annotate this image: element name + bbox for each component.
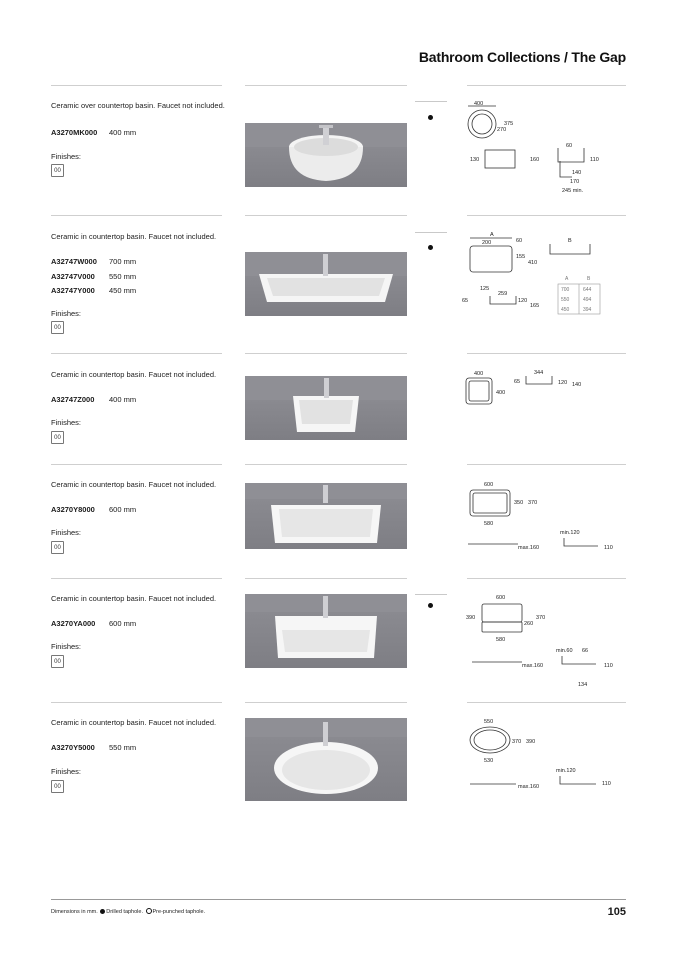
dimension-label: 600 bbox=[496, 595, 506, 601]
dimension-label: 110 bbox=[602, 781, 611, 787]
section-divider bbox=[467, 85, 626, 86]
variant-row bbox=[51, 270, 136, 285]
dimension-label: 134 bbox=[578, 682, 588, 688]
section-divider bbox=[51, 85, 222, 86]
section-divider bbox=[467, 702, 626, 703]
variant-row bbox=[51, 617, 136, 632]
size-table-cell: 644 bbox=[583, 287, 592, 293]
dimension-label: 165 bbox=[530, 303, 540, 309]
dimension-label: 155 bbox=[516, 254, 526, 260]
taphole-divider bbox=[415, 232, 447, 233]
technical-drawing bbox=[460, 101, 625, 206]
dimension-label: 160 bbox=[530, 157, 540, 163]
basin-illustration bbox=[245, 376, 407, 440]
finishes-label: Finishes: bbox=[51, 642, 82, 651]
variant-list bbox=[51, 741, 136, 756]
finishes-label: Finishes: bbox=[51, 309, 82, 318]
product-photo bbox=[245, 376, 407, 440]
product-size: 600 mm bbox=[109, 619, 137, 628]
variant-row bbox=[51, 741, 136, 756]
dimension-drawing bbox=[460, 370, 625, 415]
footnote-prefix: Dimensions in mm. bbox=[51, 909, 98, 915]
size-table-header: A bbox=[565, 276, 569, 282]
dimension-label: 170 bbox=[570, 179, 580, 185]
product-photo bbox=[245, 594, 407, 668]
technical-drawing bbox=[460, 370, 625, 420]
section-divider bbox=[51, 215, 222, 216]
dimension-label: 370 bbox=[536, 615, 546, 621]
dimension-label: 140 bbox=[572, 382, 582, 388]
technical-drawing bbox=[460, 718, 625, 803]
basin-illustration bbox=[245, 594, 407, 668]
dimension-label: 580 bbox=[496, 637, 506, 643]
variant-row bbox=[51, 503, 136, 518]
dimension-label: 550 bbox=[484, 719, 494, 725]
variant-row bbox=[51, 284, 136, 299]
finishes-label: Finishes: bbox=[51, 767, 82, 776]
product-size: 450 mm bbox=[109, 286, 137, 295]
basin-illustration bbox=[245, 483, 407, 549]
dimension-label: 270 bbox=[497, 127, 507, 133]
technical-drawing bbox=[460, 480, 625, 563]
dimension-label: 110 bbox=[590, 157, 599, 163]
size-table-cell: 494 bbox=[583, 297, 592, 303]
dimension-label: 120 bbox=[558, 380, 568, 386]
dimension-label: 200 bbox=[482, 240, 492, 246]
dimension-label: 130 bbox=[470, 157, 480, 163]
dimension-label: 375 bbox=[504, 121, 514, 127]
dimension-label: 390 bbox=[526, 739, 536, 745]
product-size: 400 mm bbox=[109, 395, 137, 404]
drilled-taphole-icon bbox=[100, 909, 105, 914]
footer-divider bbox=[51, 899, 626, 900]
dimension-label: 370 bbox=[512, 739, 522, 745]
variant-list bbox=[51, 255, 136, 299]
product-code: A3270Y8000 bbox=[51, 505, 95, 514]
dimension-label: 245 min. bbox=[562, 188, 584, 194]
dimension-label: 65 bbox=[514, 379, 521, 385]
page-number: 105 bbox=[607, 906, 626, 918]
dimension-label: 65 bbox=[462, 298, 469, 304]
section-divider bbox=[51, 578, 222, 579]
dimension-drawing bbox=[460, 480, 625, 558]
finish-swatch: 00 bbox=[51, 321, 64, 334]
section-divider bbox=[245, 702, 407, 703]
finishes-label: Finishes: bbox=[51, 418, 82, 427]
product-code: A3270MK000 bbox=[51, 128, 98, 137]
dimension-label: max.160 bbox=[518, 545, 540, 551]
product-size: 550 mm bbox=[109, 271, 137, 281]
section-divider bbox=[245, 464, 407, 465]
dimension-label: 140 bbox=[572, 170, 582, 176]
finish-swatch: 00 bbox=[51, 655, 64, 668]
drilled-taphole-icon bbox=[428, 603, 433, 608]
product-size: 700 mm bbox=[109, 257, 137, 266]
finishes-label: Finishes: bbox=[51, 152, 82, 161]
basin-illustration bbox=[245, 123, 407, 187]
dimension-drawing bbox=[460, 232, 625, 317]
dimension-label: 370 bbox=[528, 500, 538, 506]
prepunched-taphole-icon bbox=[146, 908, 152, 914]
finish-swatch: 00 bbox=[51, 541, 64, 554]
dimension-label: 400 bbox=[496, 390, 506, 396]
size-table-cell: 700 bbox=[561, 287, 570, 293]
section-divider bbox=[245, 215, 407, 216]
section-divider bbox=[467, 464, 626, 465]
product-code: A32747Z000 bbox=[51, 395, 95, 404]
page-title: Bathroom Collections / The Gap bbox=[418, 49, 626, 65]
dimension-label: 110 bbox=[604, 663, 613, 669]
dimension-drawing bbox=[460, 594, 625, 690]
dimension-drawing bbox=[460, 101, 625, 201]
product-photo bbox=[245, 483, 407, 549]
basin-illustration bbox=[245, 252, 407, 316]
variant-list bbox=[51, 503, 136, 518]
dimension-label: 344 bbox=[534, 370, 544, 376]
size-table-cell: 450 bbox=[561, 307, 570, 313]
dimension-label: 400 bbox=[474, 371, 484, 377]
section-divider bbox=[245, 353, 407, 354]
dimension-label: 350 bbox=[514, 500, 524, 506]
product-code: A32747V000 bbox=[51, 271, 95, 281]
dimension-label: min.60 bbox=[556, 648, 573, 654]
product-description: Ceramic in countertop basin. Faucet not included. bbox=[51, 594, 217, 603]
product-description: Ceramic in countertop basin. Faucet not included. bbox=[51, 232, 217, 241]
dimension-label: 580 bbox=[484, 521, 494, 527]
product-code: A3270YA000 bbox=[51, 619, 96, 628]
taphole-divider bbox=[415, 594, 447, 595]
finish-swatch: 00 bbox=[51, 780, 64, 793]
size-table-header: B bbox=[587, 276, 591, 282]
drilled-taphole-icon bbox=[428, 115, 433, 120]
dimension-label: 110 bbox=[604, 545, 613, 551]
section-divider bbox=[51, 464, 222, 465]
dimension-label: 259 bbox=[498, 291, 508, 297]
dimension-label: max.160 bbox=[522, 663, 544, 669]
footnote bbox=[51, 908, 205, 915]
variant-row bbox=[51, 126, 136, 141]
dimension-label: 60 bbox=[516, 238, 523, 244]
finishes-label: Finishes: bbox=[51, 528, 82, 537]
section-divider bbox=[51, 702, 222, 703]
product-photo bbox=[245, 123, 407, 187]
dimension-label: 390 bbox=[466, 615, 476, 621]
taphole-divider bbox=[415, 101, 447, 102]
product-size: 550 mm bbox=[109, 743, 137, 752]
size-table-cell: 550 bbox=[561, 297, 570, 303]
dimension-label: 120 bbox=[518, 298, 528, 304]
dimension-label: B bbox=[568, 238, 572, 244]
product-description: Ceramic in countertop basin. Faucet not included. bbox=[51, 718, 217, 727]
variant-list bbox=[51, 126, 136, 141]
product-size: 400 mm bbox=[109, 128, 137, 137]
basin-illustration bbox=[245, 718, 407, 801]
dimension-drawing bbox=[460, 718, 625, 798]
product-description: Ceramic in countertop basin. Faucet not included. bbox=[51, 480, 217, 489]
variant-row bbox=[51, 255, 136, 270]
dimension-label: min.120 bbox=[560, 530, 580, 536]
product-description: Ceramic in countertop basin. Faucet not included. bbox=[51, 370, 217, 379]
dimension-label: 125 bbox=[480, 286, 490, 292]
dimension-label: 600 bbox=[484, 482, 494, 488]
section-divider bbox=[245, 578, 407, 579]
variant-list bbox=[51, 617, 136, 632]
technical-drawing bbox=[460, 232, 625, 322]
product-size: 600 mm bbox=[109, 505, 137, 514]
dimension-label: min.120 bbox=[556, 768, 576, 774]
dimension-label: A bbox=[490, 232, 494, 238]
product-code: A3270Y5000 bbox=[51, 743, 95, 752]
section-divider bbox=[245, 85, 407, 86]
dimension-label: 66 bbox=[582, 648, 589, 654]
product-photo bbox=[245, 718, 407, 801]
dimension-label: 530 bbox=[484, 758, 494, 764]
dimension-label: 400 bbox=[474, 101, 484, 107]
product-description: Ceramic over countertop basin. Faucet not included. bbox=[51, 101, 225, 110]
finish-swatch: 00 bbox=[51, 431, 64, 444]
dimension-label: max.160 bbox=[518, 784, 540, 790]
section-divider bbox=[467, 353, 626, 354]
finish-swatch: 00 bbox=[51, 164, 64, 177]
dimension-label: 260 bbox=[524, 621, 534, 627]
product-code: A32747W000 bbox=[51, 257, 97, 266]
dimension-label: 410 bbox=[528, 260, 538, 266]
variant-list bbox=[51, 393, 136, 408]
footnote-prepunched: Pre-punched taphole. bbox=[152, 909, 206, 915]
technical-drawing bbox=[460, 594, 625, 695]
section-divider bbox=[51, 353, 222, 354]
drilled-taphole-icon bbox=[428, 245, 433, 250]
section-divider bbox=[467, 215, 626, 216]
variant-row bbox=[51, 393, 136, 408]
product-photo bbox=[245, 252, 407, 316]
footnote-drilled: Drilled taphole. bbox=[106, 909, 143, 915]
dimension-label: 60 bbox=[566, 143, 573, 149]
section-divider bbox=[467, 578, 626, 579]
product-code: A32747Y000 bbox=[51, 286, 95, 295]
size-table-cell: 394 bbox=[583, 307, 592, 313]
